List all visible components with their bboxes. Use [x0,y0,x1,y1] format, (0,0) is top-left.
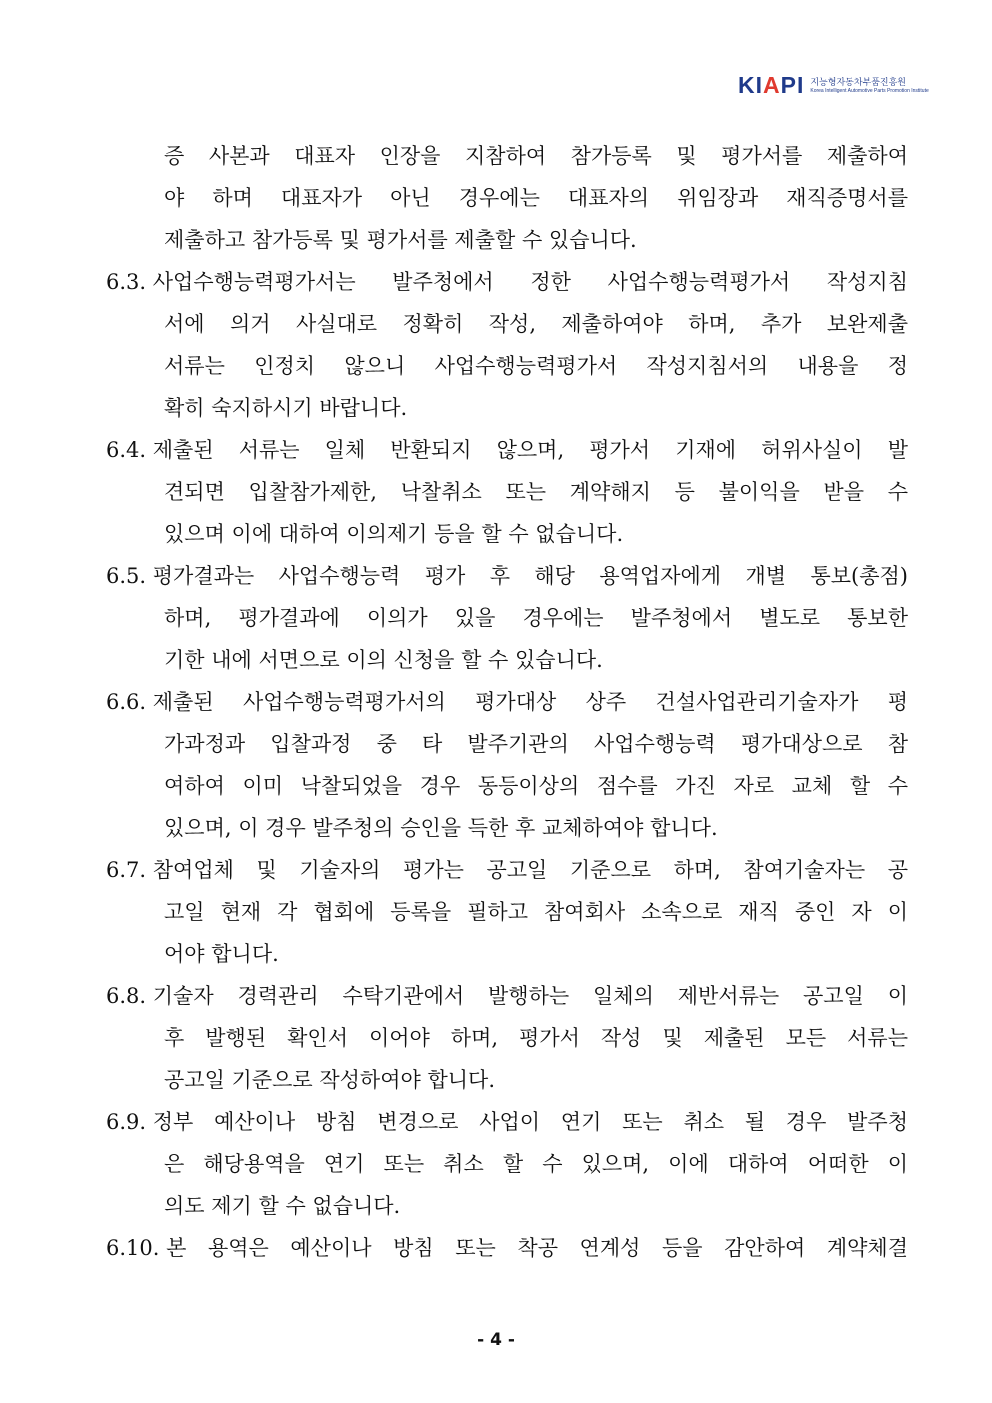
numbered-item [106,261,908,429]
numbered-item [106,1101,908,1227]
logo-english-name: Korea Intelligent Automotive Parts Promotion Institute [810,87,929,94]
numbered-item [106,429,908,555]
paragraph-line: 제출하고 참가등록 및 평가서를 제출할 수 있습니다. [164,228,637,252]
paragraph-line: 기한 내에 서면으로 이의 신청을 할 수 있습니다. [164,648,603,672]
logo-mark: KIAPI [738,72,805,98]
paragraph-line: 후 발행된 확인서 이어야 하며, 평가서 작성 및 제출된 모든 서류는 [164,1026,908,1050]
paragraph-line: 의도 제기 할 수 없습니다. [164,1194,401,1218]
paragraph-line: 있으며 이에 대하여 이의제기 등을 할 수 없습니다. [164,522,624,546]
paragraph-line: 견되면 입찰참가제한, 낙찰취소 또는 계약해지 등 불이익을 받을 수 [164,480,908,504]
numbered-item [106,975,908,1101]
kiapi-logo [738,72,929,99]
paragraph-line: 야 하며 대표자가 아닌 경우에는 대표자의 위임장과 재직증명서를 [164,186,908,210]
paragraph-line: 확히 숙지하시기 바랍니다. [164,396,408,420]
item-number: 6.5. [106,564,153,588]
paragraph-line: 어야 합니다. [164,942,279,966]
paragraph-line: 제출된 서류는 일체 반환되지 않으며, 평가서 기재에 허위사실이 발 [152,438,908,462]
paragraph-line: 있으며, 이 경우 발주청의 승인을 득한 후 교체하여야 합니다. [164,816,718,840]
paragraph-line: 제출된 사업수행능력평가서의 평가대상 상주 건설사업관리기술자가 평 [152,690,908,714]
paragraph-line: 사업수행능력평가서는 발주청에서 정한 사업수행능력평가서 작성지침 [152,270,908,294]
paragraph-line: 평가결과는 사업수행능력 평가 후 해당 용역업자에게 개별 통보(총점) [152,564,908,588]
intro-paragraph [164,135,908,261]
logo-text [810,78,928,94]
paragraph-line: 참여업체 및 기술자의 평가는 공고일 기준으로 하며, 참여기술자는 공 [152,858,908,882]
paragraph-line: 증 사본과 대표자 인장을 지참하여 참가등록 및 평가서를 제출하여 [164,144,908,168]
page-number: - 4 - [477,1330,515,1350]
numbered-item [106,849,908,975]
paragraph-line: 고일 현재 각 협회에 등록을 필하고 참여회사 소속으로 재직 중인 자 이 [164,900,908,924]
paragraph-line: 은 해당용역을 연기 또는 취소 할 수 있으며, 이에 대하여 어떠한 이 [164,1152,908,1176]
paragraph-line: 본 용역은 예산이나 방침 또는 착공 연계성 등을 감안하여 계약체결 [166,1236,908,1260]
paragraph-line: 가과정과 입찰과정 중 타 발주기관의 사업수행능력 평가대상으로 참 [164,732,908,756]
paragraph-line: 서류는 인정치 않으니 사업수행능력평가서 작성지침서의 내용을 정 [164,354,908,378]
item-number: 6.6. [106,690,153,714]
document-body [106,135,908,1269]
logo-korean-name: 지능형자동차부품진흥원 [810,76,906,87]
paragraph-line: 서에 의거 사실대로 정확히 작성, 제출하여야 하며, 추가 보완제출 [164,312,908,336]
item-number: 6.3. [106,270,153,294]
numbered-item [106,681,908,849]
paragraph-line: 하며, 평가결과에 이의가 있을 경우에는 발주청에서 별도로 통보한 [164,606,908,630]
item-number: 6.4. [106,438,153,462]
item-number: 6.7. [106,858,153,882]
item-number: 6.9. [106,1110,153,1134]
item-number: 6.10. [106,1236,167,1260]
numbered-item [106,555,908,681]
paragraph-line: 공고일 기준으로 작성하여야 합니다. [164,1068,495,1092]
item-number: 6.8. [106,984,153,1008]
paragraph-line: 여하여 이미 낙찰되었을 경우 동등이상의 점수를 가진 자로 교체 할 수 [164,774,908,798]
numbered-item [106,1227,908,1269]
paragraph-line: 정부 예산이나 방침 변경으로 사업이 연기 또는 취소 될 경우 발주청 [152,1110,908,1134]
paragraph-line: 기술자 경력관리 수탁기관에서 발행하는 일체의 제반서류는 공고일 이 [152,984,908,1008]
